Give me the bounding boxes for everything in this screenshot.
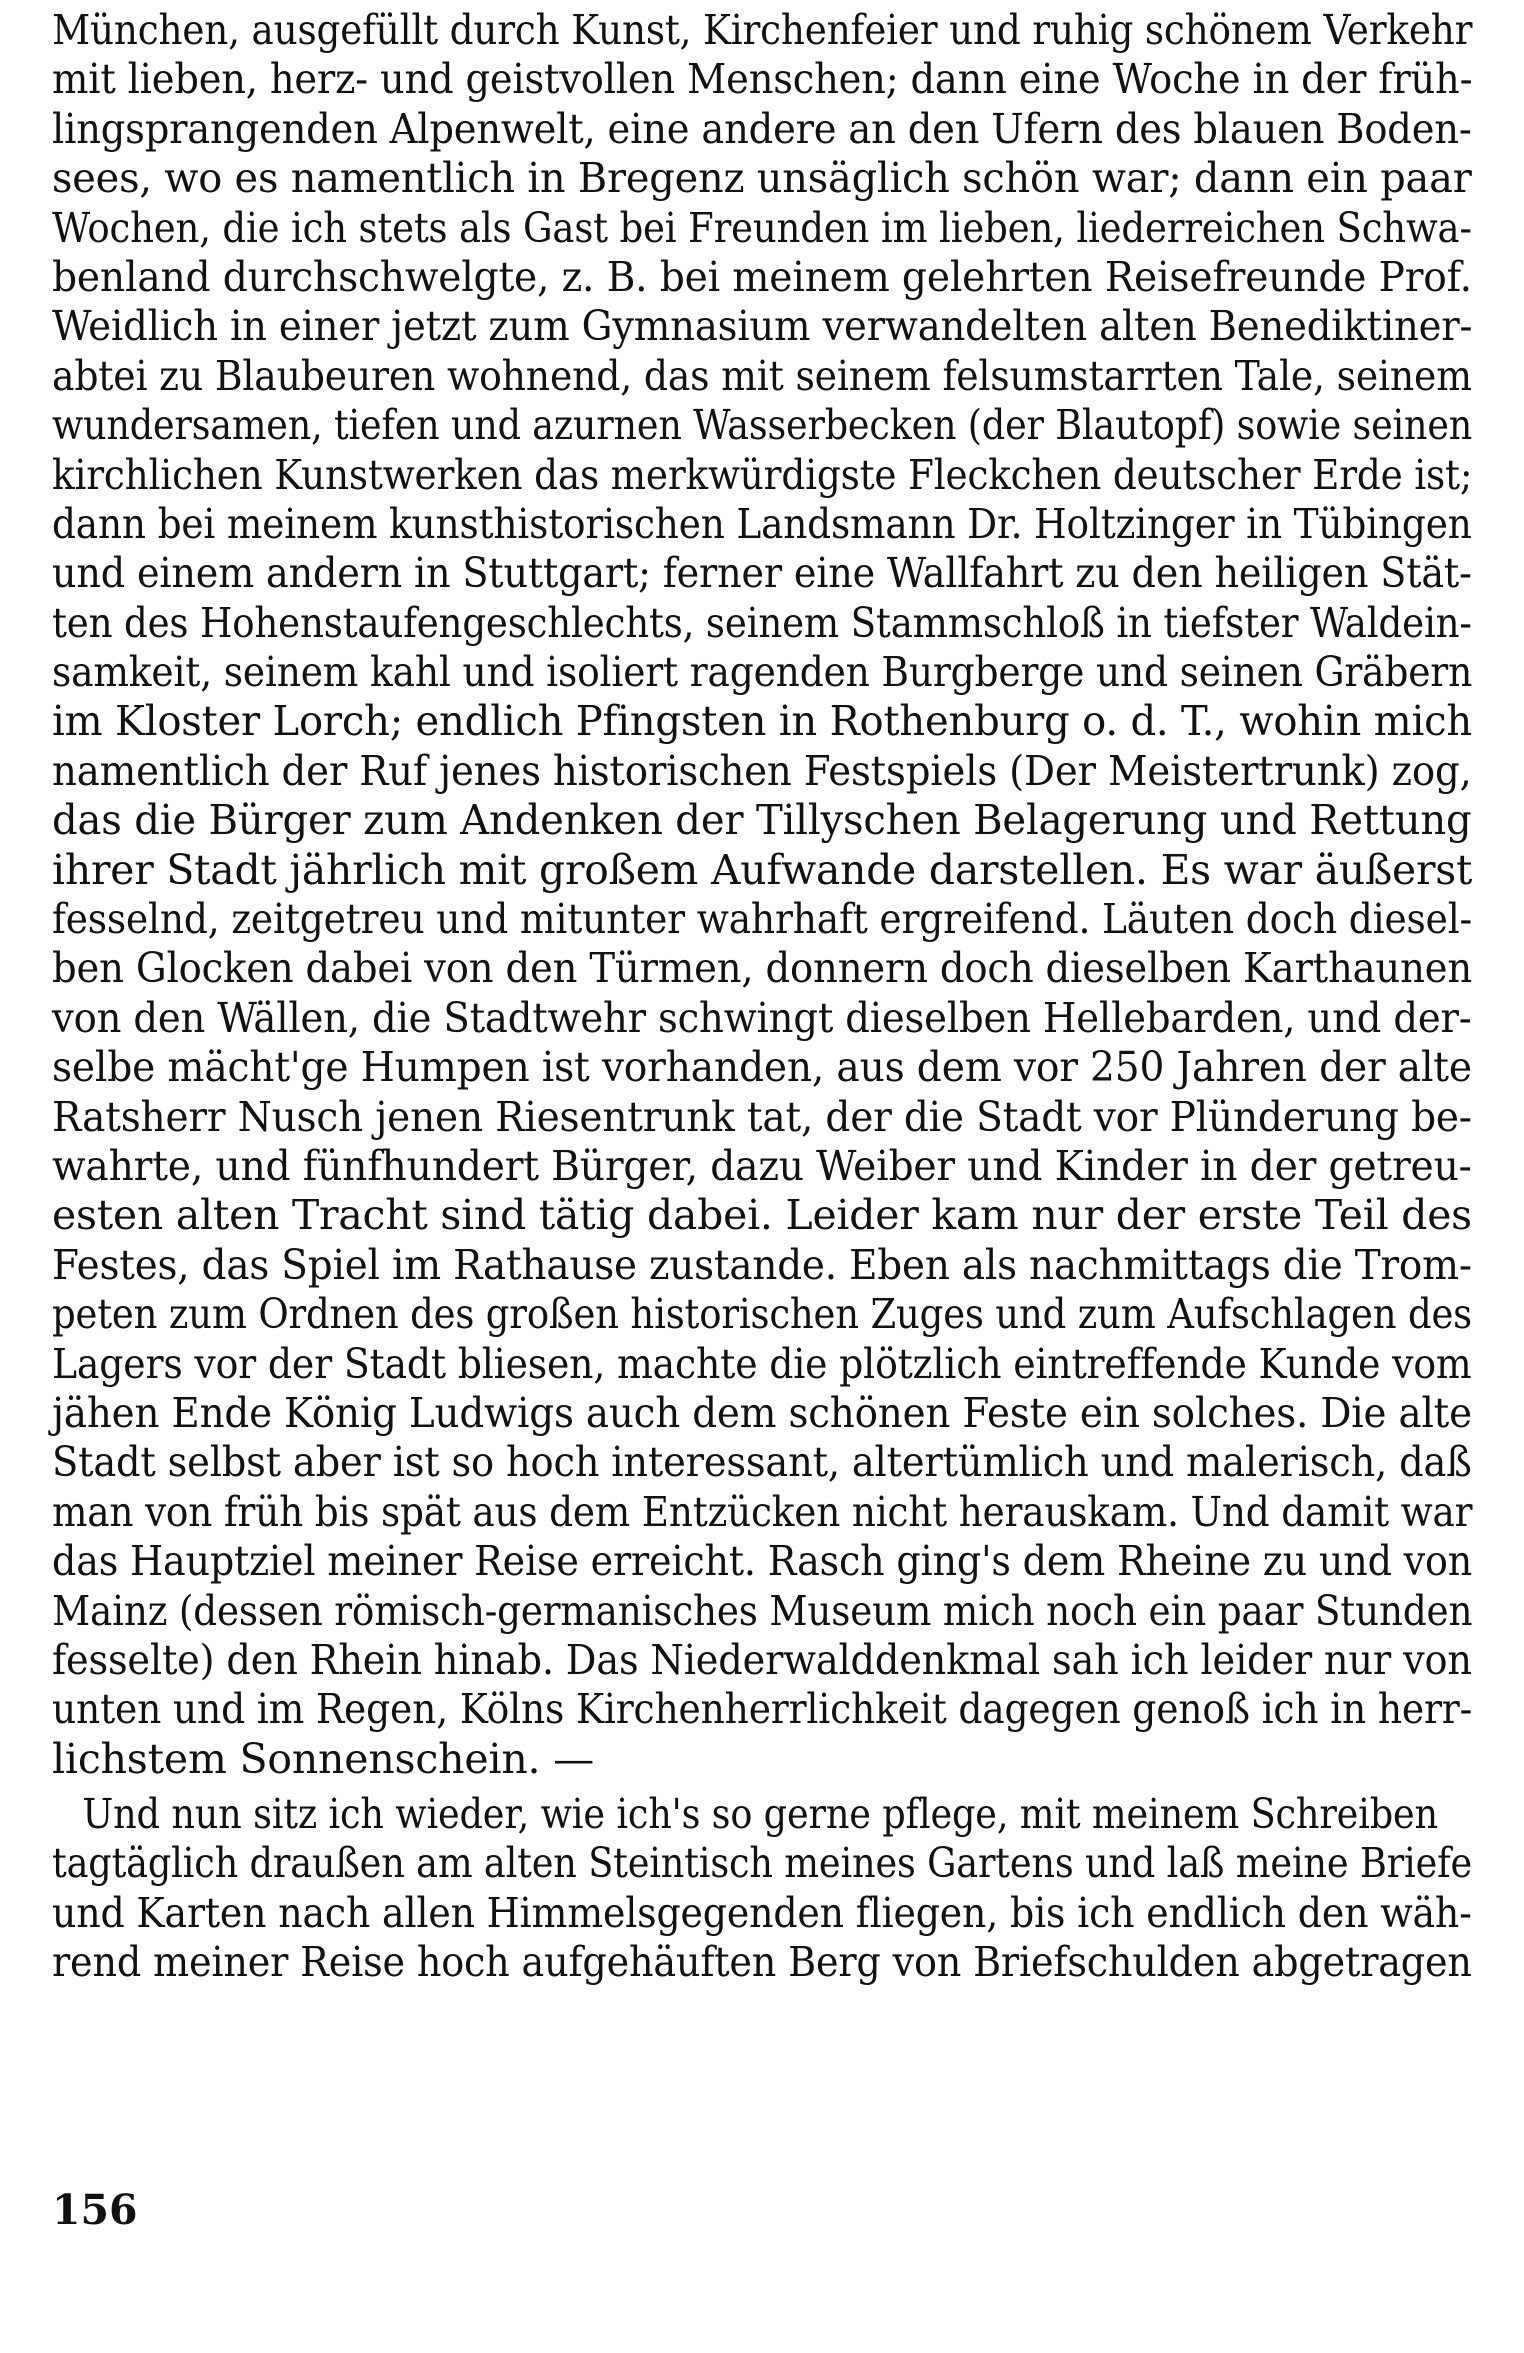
body-text bbox=[52, 6, 1472, 1988]
text-line: samkeit, seinem kahl und isoliert ragenden Burgberge und seinen Gräbern bbox=[52, 648, 1473, 697]
text-line: wundersamen, tiefen und azurnen Wasserbecken (der Blautopf) sowie seinen bbox=[52, 401, 1473, 450]
text-line: und Karten nach allen Himmelsgegenden fliegen, bis ich endlich den wäh- bbox=[52, 1888, 1472, 1937]
text-line: ihrer Stadt jährlich mit großem Aufwande darstellen. Es war äußerst bbox=[52, 845, 1473, 894]
text-line: Festes, das Spiel im Rathause zustande. Eben als nachmittags die Trom- bbox=[52, 1240, 1472, 1289]
text-line: unten und im Regen, Kölns Kirchenherrlichkeit dagegen genoß ich in herr- bbox=[52, 1685, 1473, 1734]
text-line: dann bei meinem kunsthistorischen Landsmann Dr. Holtzinger in Tübingen bbox=[52, 499, 1472, 548]
text-line: Lagers vor der Stadt bliesen, machte die plötzlich eintreffende Kunde vom bbox=[52, 1339, 1472, 1388]
text-line: mit lieben, herz- und geistvollen Menschen; dann eine Woche in der früh- bbox=[52, 55, 1473, 104]
text-line: man von früh bis spät aus dem Entzücken nicht herauskam. Und damit war bbox=[52, 1487, 1473, 1536]
text-line: das die Bürger zum Andenken der Tillyschen Belagerung und Rettung bbox=[52, 796, 1472, 845]
text-line: tagtäglich draußen am alten Steintisch meines Gartens und laß meine Briefe bbox=[52, 1839, 1473, 1888]
text-line: benland durchschwelgte, z. B. bei meinem gelehrten Reisefreunde Prof. bbox=[52, 252, 1472, 301]
text-line: das Hauptziel meiner Reise erreicht. Rasch ging's dem Rheine zu und von bbox=[52, 1537, 1473, 1586]
text-line: lingsprangenden Alpenwelt, eine andere an den Ufern des blauen Boden- bbox=[52, 104, 1472, 153]
text-line: Mainz (dessen römisch-germanisches Museum mich noch ein paar Stunden bbox=[52, 1586, 1473, 1635]
text-line: namentlich der Ruf jenes historischen Festspiels (Der Meistertrunk) zog, bbox=[52, 746, 1472, 795]
text-line: Wochen, die ich stets als Gast bei Freunden im lieben, liederreichen Schwa- bbox=[52, 203, 1472, 252]
text-line: sees, wo es namentlich in Bregenz unsäglich schön war; dann ein paar bbox=[52, 154, 1472, 203]
text-line: München, ausgefüllt durch Kunst, Kirchenfeier und ruhig schönem Verkehr bbox=[52, 6, 1473, 54]
text-line: ben Glocken dabei von den Türmen, donnern doch dieselben Karthaunen bbox=[52, 944, 1473, 993]
text-line: selbe mächt'ge Humpen ist vorhanden, aus dem vor 250 Jahren der alte bbox=[52, 1043, 1472, 1092]
text-line: lichstem Sonnenschein. — bbox=[52, 1734, 594, 1783]
text-line: abtei zu Blaubeuren wohnend, das mit seinem felsumstarrten Tale, seinem bbox=[52, 351, 1472, 400]
paragraph-2 bbox=[52, 1790, 1472, 1988]
text-line: fesselte) den Rhein hinab. Das Niederwalddenkmal sah ich leider nur von bbox=[52, 1635, 1472, 1684]
text-line: esten alten Tracht sind tätig dabei. Leider kam nur der erste Teil des bbox=[52, 1191, 1472, 1240]
text-line: Stadt selbst aber ist so hoch interessant, altertümlich und malerisch, daß bbox=[52, 1438, 1472, 1487]
text-line: Weidlich in einer jetzt zum Gymnasium verwandelten alten Benediktiner- bbox=[52, 302, 1473, 351]
text-line: Ratsherr Nusch jenen Riesentrunk tat, der die Stadt vor Plünderung be- bbox=[52, 1092, 1472, 1141]
text-line: ten des Hohenstaufengeschlechts, seinem Stammschloß in tiefster Waldein- bbox=[52, 598, 1472, 647]
text-line: rend meiner Reise hoch aufgehäuften Berg von Briefschulden abgetragen bbox=[52, 1938, 1472, 1987]
text-line: Und nun sitz ich wieder, wie ich's so gerne pflege, mit meinem Schreiben bbox=[82, 1790, 1438, 1839]
text-line: peten zum Ordnen des großen historischen Zuges und zum Aufschlagen des bbox=[52, 1290, 1473, 1339]
text-line: jähen Ende König Ludwigs auch dem schönen Feste ein solches. Die alte bbox=[52, 1388, 1472, 1437]
text-line: wahrte, und fünfhundert Bürger, dazu Weiber und Kinder in der getreu- bbox=[52, 1141, 1472, 1190]
text-line: und einem andern in Stuttgart; ferner eine Wallfahrt zu den heiligen Stät- bbox=[52, 549, 1472, 598]
page-number: 156 bbox=[52, 2186, 138, 2234]
text-line: im Kloster Lorch; endlich Pfingsten in Rothenburg o. d. T., wohin mich bbox=[52, 697, 1472, 746]
text-line: von den Wällen, die Stadtwehr schwingt dieselben Hellebarden, und der- bbox=[52, 993, 1472, 1042]
text-line: fesselnd, zeitgetreu und mitunter wahrhaft ergreifend. Läuten doch diesel- bbox=[52, 895, 1473, 944]
text-line: kirchlichen Kunstwerken das merkwürdigste Fleckchen deutscher Erde ist; bbox=[52, 450, 1473, 499]
paragraph-1 bbox=[52, 6, 1472, 1784]
